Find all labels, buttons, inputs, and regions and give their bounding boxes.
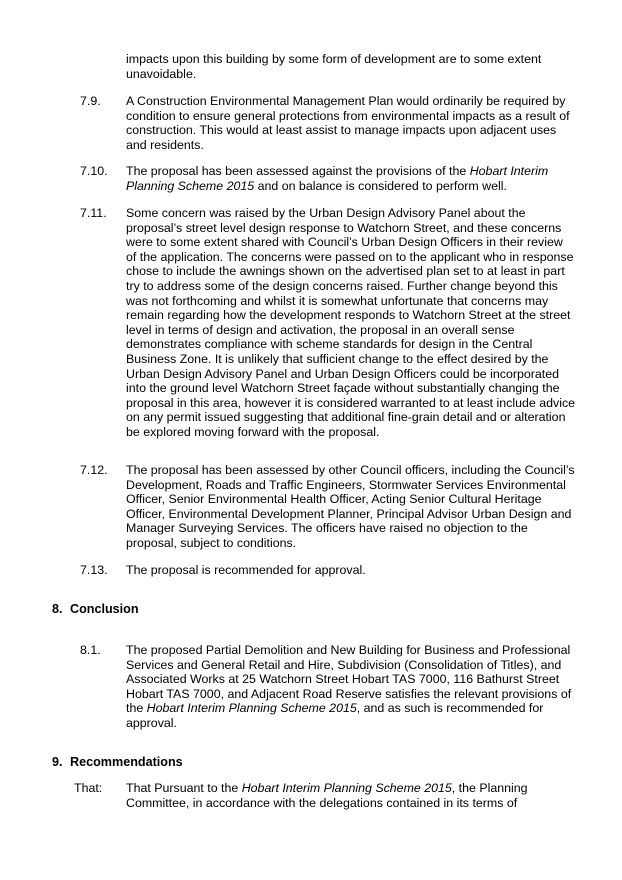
- section-number: 8.: [52, 602, 63, 616]
- section-title: Conclusion: [70, 602, 139, 616]
- paragraph-number: 7.12.: [80, 463, 108, 477]
- section-heading-conclusion: [52, 602, 139, 617]
- text-segment: That Pursuant to the: [126, 781, 242, 795]
- section-title: Recommendations: [70, 755, 183, 769]
- text-segment: , the Planning Committee, in accordance with the delegations contained in its terms of: [126, 781, 528, 810]
- scheme-title-italic: Hobart Interim Planning Scheme 2015: [126, 164, 549, 193]
- paragraph-text: [126, 643, 576, 731]
- paragraph-text: The proposal has been assessed by other Council officers, including the Council’s Development, Roads and Traffic Engineers, Stormwater Services Environmental Officer, Senior Environmental Health Officer, Acting Senior Cultural Heritage Officer, Environmental Development Planner, Principal Advisor Urban Design and Manager Surveying Services. The officers have raised no objection to the proposal, subject to conditions.: [126, 463, 575, 550]
- paragraph-text: [126, 164, 576, 193]
- that-label: That:: [74, 781, 103, 795]
- text-segment: and on balance is considered to perform well.: [254, 178, 507, 193]
- intro-continuation-text: impacts upon this building by some form of development are to some extent unavoidable.: [126, 52, 542, 81]
- recommendation-text: [126, 781, 576, 810]
- text-segment: , and as such is recommended for approval.: [126, 701, 544, 730]
- paragraph-number: 7.9.: [80, 94, 101, 108]
- text-segment: The proposal has been assessed against the provisions of the: [126, 164, 470, 178]
- paragraph-number: 7.13.: [80, 563, 108, 577]
- paragraph-number: 7.11.: [80, 206, 107, 220]
- paragraph-text: Some concern was raised by the Urban Design Advisory Panel about the proposal’s street level design response to Watchorn Street, and these concerns were to some extent shared with Council’s Urban Design Officers in their review of the application. The concerns were passed on to the applicant who in response chose to include the awnings shown on the advertised plan set to at least in part try to address some of the design concerns raised. Further change beyond this was not forthcoming and whilst it is somewhat unfortunate that concerns may remain regarding how the development responds to Watchorn Street at the street level in terms of design and activation, the proposal in an overall sense demonstrates compliance with scheme standards for design in the Central Business Zone. It is unlikely that sufficient change to the effect desired by the Urban Design Advisory Panel and Urban Design Officers could be incorporated into the ground level Watchorn Street façade without substantially changing the proposal in this area, however it is considered warranted to at least include advice on any permit issued suggesting that additional fine-grain detail and or alteration be explored moving forward with the proposal.: [126, 206, 576, 439]
- paragraph-number: 7.10.: [80, 164, 108, 178]
- paragraph-text: The proposal is recommended for approval.: [126, 563, 366, 577]
- scheme-title-italic: Hobart Interim Planning Scheme 2015: [241, 781, 452, 795]
- paragraph-number: 8.1.: [80, 643, 101, 657]
- text-segment: The proposed Partial Demolition and New Building for Business and Professional Services and General Retail and Hire, Subdivision (Consolidation of Titles), and Associated Works at 25 Watchorn Street Hobart TAS 7000, 116 Bathurst Street Hobart TAS 7000, and Adjacent Road Reserve satisfies the relevant provisions of the: [126, 643, 572, 716]
- scheme-title-italic: Hobart Interim Planning Scheme 2015: [146, 701, 357, 716]
- paragraph-text: A Construction Environmental Management Plan would ordinarily be required by condition to ensure general protections from environmental impacts as a result of construction. This would at least assist to manage impacts upon adjacent uses and residents.: [126, 94, 570, 152]
- section-number: 9.: [52, 755, 63, 769]
- section-heading-recommendations: [52, 755, 183, 770]
